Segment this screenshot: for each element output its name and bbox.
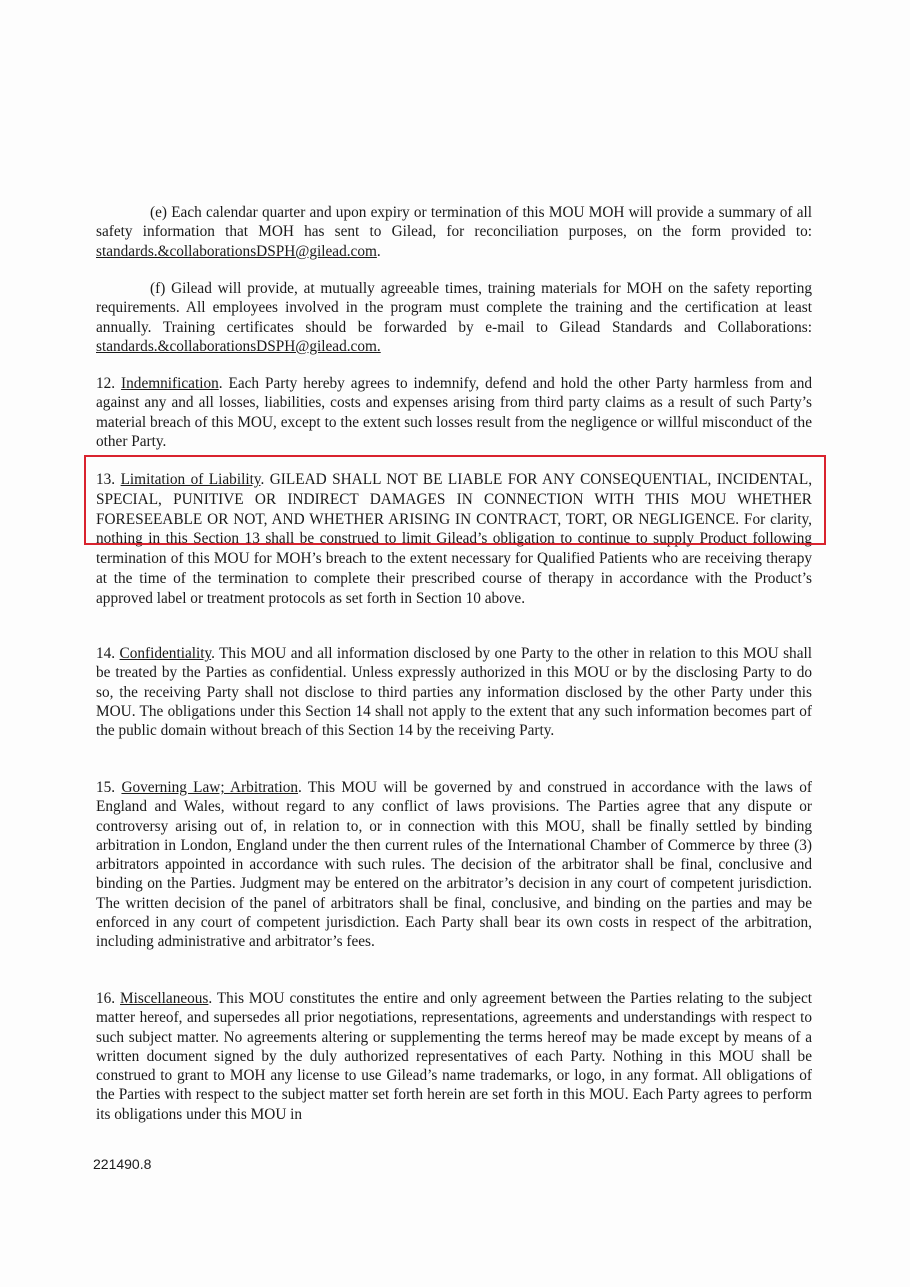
section-14-confidentiality [96, 644, 812, 740]
section-14-heading: Confidentiality [119, 645, 212, 662]
section-15-number: 15. [96, 779, 116, 796]
email-link-f[interactable]: standards.&collaborationsDSPH@gilead.com. [96, 337, 381, 355]
section-13-number: 13. [96, 471, 116, 488]
section-15-heading: Governing Law; Arbitration [121, 779, 299, 796]
paragraph-f-text: (f) Gilead will provide, at mutually agreeable times, training materials for MOH on the safety reporting requirements. All employees involved in the program must complete the training and the certification at least annually. Training certificates should be forwarded by e-mail to Gilead Standards and Collaborations: [96, 280, 812, 336]
section-12-body: . Each Party hereby agrees to indemnify, defend and hold the other Party harmless from and against any and all losses, liabilities, costs and expenses arising from third party claims as a result of such Party’s material breach of this MOU, except to the extent such losses result from the negligence or willful misconduct of the other Party. [96, 375, 812, 450]
section-16-number: 16. [96, 990, 116, 1007]
section-16-miscellaneous [96, 989, 812, 1124]
section-15-body: . This MOU will be governed by and construed in accordance with the laws of England and Wales, without regard to any conflict of laws provisions. The Parties agree that any dispute or controversy arising out of, in relation to, or in connection with this MOU, shall be finally settled by binding arbitration in London, England under the then current rules of the International Chamber of Commerce by three (3) arbitrators appointed in accordance with such rules. The decision of the arbitrator shall be final, conclusive and binding on the Parties. Judgment may be entered on the arbitrator’s decision in any court of competent jurisdiction. The written decision of the panel of arbitrators shall be final, conclusive, and binding on the parties and may be enforced in any court of competent jurisdiction. Each Party shall bear its own costs in respect of the arbitration, including administrative and arbitrator’s fees. [96, 779, 812, 951]
section-12-heading: Indemnification [121, 375, 219, 392]
section-14-number: 14. [96, 645, 116, 662]
section-12-number: 12. [96, 375, 116, 392]
section-13-body: . GILEAD SHALL NOT BE LIABLE FOR ANY CONSEQUENTIAL, INCIDENTAL, SPECIAL, PUNITIVE OR INDIRECT DAMAGES IN CONNECTION WITH THIS MOU WHETHER FORESEEABLE OR NOT, AND WHETHER ARISING IN CONTRACT, TORT, OR NEGLIGENCE. For clarity, nothing in this Section 13 shall be construed to limit Gilead’s obligation to continue to supply Product following termination of this MOU for MOH’s breach to the extent necessary for Qualified Patients who are receiving therapy at the time of the termination to complete their prescribed course of therapy in accordance with the Product’s approved label or treatment protocols as set forth in Section 10 above. [96, 471, 813, 607]
paragraph-e [96, 203, 812, 261]
document-id: 221490.8 [93, 1156, 152, 1172]
section-14-body: . This MOU and all information disclosed by one Party to the other in relation to this MOU shall be treated by the Parties as confidential. Unless expressly authorized in this MOU or by the disclosing Party to do so, the receiving Party shall not disclose to third parties any information disclosed by the other Party under this MOU. The obligations under this Section 14 shall not apply to the extent that any such information becomes part of the public domain without breach of this Section 14 by the receiving Party. [96, 645, 812, 740]
section-15-governing-law [96, 778, 812, 952]
highlight-box [84, 455, 826, 545]
paragraph-e-tail: . [376, 242, 381, 260]
section-16-heading: Miscellaneous [120, 990, 209, 1007]
section-13-heading: Limitation of Liability [120, 471, 261, 488]
email-link-e[interactable]: standards.&collaborationsDSPH@gilead.com [96, 242, 377, 260]
paragraph-e-text: (e) Each calendar quarter and upon expiry or termination of this MOU MOH will provide a summary of all safety information that MOH has sent to Gilead, for reconciliation purposes, on the form provided to: [96, 204, 812, 241]
section-16-body: . This MOU constitutes the entire and only agreement between the Parties relating to the subject matter hereof, and supersedes all prior negotiations, representations, agreements and understandings with respect to such subject matter. No agreements altering or supplementing the terms hereof may be made except by means of a written document signed by the duly authorized representatives of each Party. Nothing in this MOU shall be construed to grant to MOH any license to use Gilead’s name trademarks, or logo, in any format. All obligations of the Parties with respect to the subject matter set forth herein are set forth in this MOU. Each Party agrees to perform its obligations under this MOU in [96, 990, 812, 1123]
section-12-indemnification [96, 374, 812, 451]
paragraph-f [96, 279, 812, 356]
